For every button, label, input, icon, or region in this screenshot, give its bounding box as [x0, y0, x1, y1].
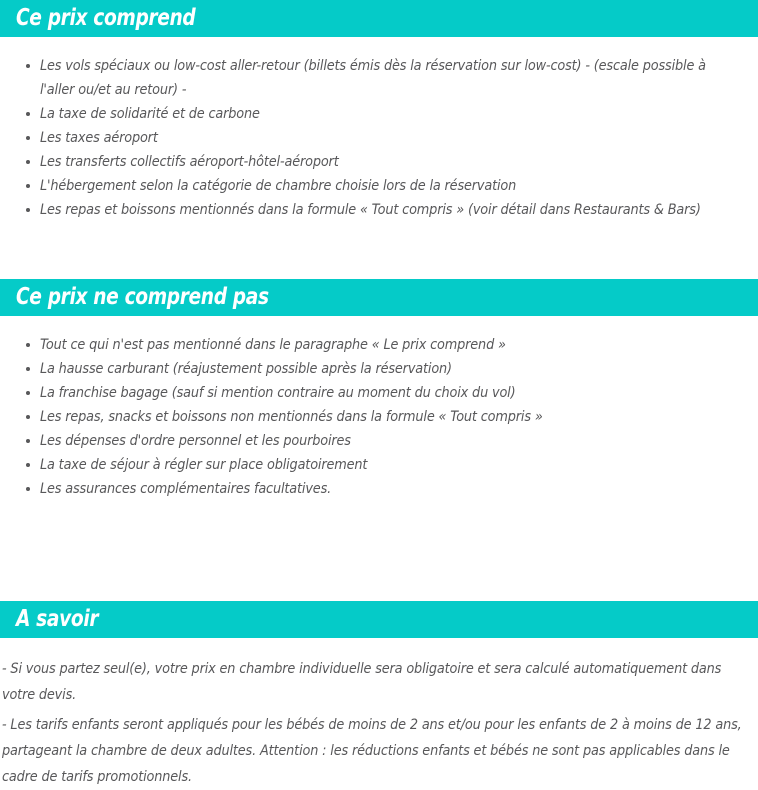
- section-body-ce-prix-ne-comprend-pas: [0, 333, 758, 501]
- exclusions-list: [0, 333, 758, 501]
- list-item: La hausse carburant (réajustement possible après la réservation): [0, 357, 758, 381]
- section-title-a-savoir: A savoir: [16, 606, 99, 632]
- paragraph: - Si vous partez seul(e), votre prix en chambre individuelle sera obligatoire et sera calculé automatiquement dans votre devis.: [2, 661, 722, 703]
- spacer: [0, 37, 758, 54]
- section-title-ce-prix-comprend: Ce prix comprend: [16, 5, 196, 31]
- list-item: Les vols spéciaux ou low-cost aller-retour (billets émis dès la réservation sur low-cost) - (escale possible à l'aller ou/et au retour) -: [0, 54, 758, 102]
- section-body-ce-prix-comprend: [0, 54, 758, 222]
- list-item: Les taxes aéroport: [0, 126, 758, 150]
- list-item: Les dépenses d'ordre personnel et les pourboires: [0, 429, 758, 453]
- list-item: Les repas et boissons mentionnés dans la formule « Tout compris » (voir détail dans Restaurants & Bars): [0, 198, 758, 222]
- section-title-ce-prix-ne-comprend-pas: Ce prix ne comprend pas: [16, 284, 269, 310]
- list-item: La taxe de séjour à régler sur place obligatoirement: [0, 453, 758, 477]
- section-header-a-savoir: [0, 601, 758, 638]
- inclusions-list: [0, 54, 758, 222]
- paragraph: - Les tarifs enfants seront appliqués pour les bébés de moins de 2 ans et/ou pour les enfants de 2 à moins de 12 ans, partageant la chambre de deux adultes. Attention : les réductions enfants et bébés ne sont pas applicables dans le cadre de tarifs promotionnels.: [2, 717, 742, 785]
- section-header-ce-prix-comprend: [0, 0, 758, 37]
- list-item: Les transferts collectifs aéroport-hôtel-aéroport: [0, 150, 758, 174]
- section-ce-prix-comprend: [0, 0, 758, 222]
- list-item: Tout ce qui n'est pas mentionné dans le paragraphe « Le prix comprend »: [0, 333, 758, 357]
- spacer: [0, 316, 758, 333]
- list-item: Les assurances complémentaires facultatives.: [0, 477, 758, 501]
- section-header-ce-prix-ne-comprend-pas: [0, 279, 758, 316]
- section-ce-prix-ne-comprend-pas: [0, 279, 758, 501]
- spacer: [0, 501, 758, 601]
- spacer: [0, 638, 758, 656]
- list-item: La franchise bagage (sauf si mention contraire au moment du choix du vol): [0, 381, 758, 405]
- section-a-savoir: [0, 601, 758, 790]
- list-item: La taxe de solidarité et de carbone: [0, 102, 758, 126]
- spacer: [0, 222, 758, 279]
- list-item: Les repas, snacks et boissons non mentionnés dans la formule « Tout compris »: [0, 405, 758, 429]
- list-item: L'hébergement selon la catégorie de chambre choisie lors de la réservation: [0, 174, 758, 198]
- section-body-a-savoir: [0, 656, 758, 790]
